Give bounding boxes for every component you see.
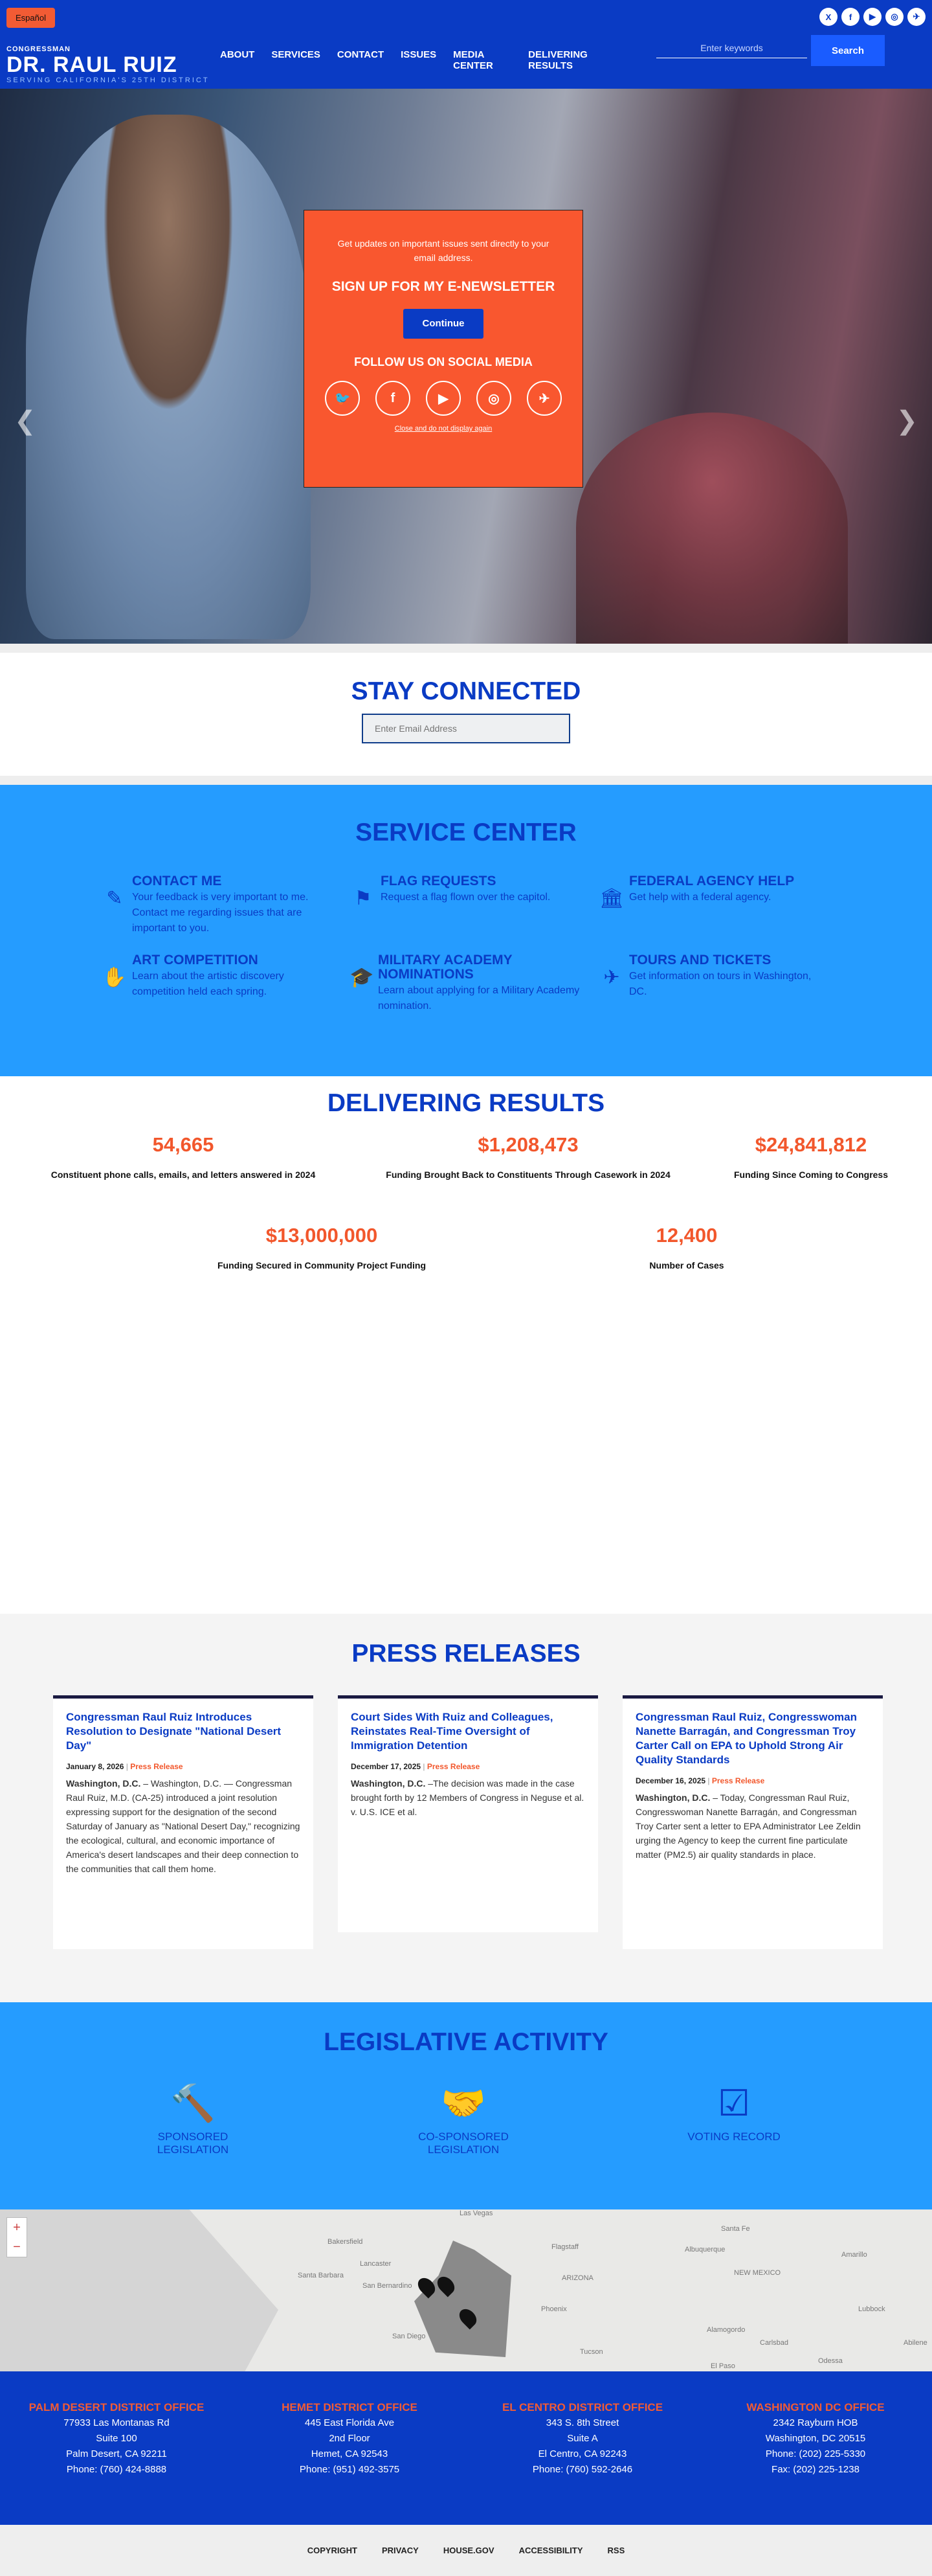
- office-line: Washington, DC 20515: [765, 2433, 866, 2444]
- legis-item-label: CO-SPONSORED LEGISLATION: [418, 2130, 509, 2156]
- press-card-meta: December 17, 2025 | Press Release: [351, 1762, 480, 1771]
- twitter-icon[interactable]: 🐦: [325, 381, 360, 416]
- legis-item-label: VOTING RECORD: [687, 2130, 781, 2143]
- nav-issues[interactable]: ISSUES: [401, 49, 437, 60]
- press-card-lead: Washington, D.C.: [66, 1778, 141, 1789]
- logo-line3: SERVING CALIFORNIA'S 25TH DISTRICT: [6, 76, 210, 84]
- service-item-desc: Learn about the artistic discovery competition held each spring.: [132, 971, 284, 997]
- search-button[interactable]: Search: [811, 35, 885, 66]
- office-line: Suite 100: [96, 2433, 137, 2444]
- logo-line1: CONGRESSMAN: [6, 45, 71, 53]
- stay-title: STAY CONNECTED: [351, 677, 581, 705]
- service-item-tours[interactable]: [594, 953, 843, 1014]
- press-card-type[interactable]: Press Release: [130, 1762, 183, 1771]
- stat-label: Number of Cases: [649, 1260, 724, 1271]
- results-row: [0, 1224, 932, 1315]
- popup-heading: SIGN UP FOR MY E-NEWSLETTER: [331, 279, 555, 294]
- office-line: El Centro, CA 92243: [538, 2448, 627, 2459]
- map-label: Flagstaff: [551, 2243, 579, 2251]
- footer-link-copyright[interactable]: COPYRIGHT: [307, 2546, 357, 2555]
- map-label: Alamogordo: [707, 2326, 746, 2334]
- service-item-desc: Request a flag flown over the capitol.: [381, 892, 551, 903]
- office-line: Phone: (760) 592-2646: [532, 2464, 633, 2475]
- office-palm-desert: [0, 2400, 233, 2525]
- site-header: [0, 0, 932, 89]
- pencil-icon: ✎: [106, 888, 123, 909]
- map-label: Phoenix: [541, 2305, 567, 2313]
- checkbox-icon: ☑: [717, 2083, 751, 2123]
- stat-value: $1,208,473: [478, 1133, 579, 1156]
- map-label: San Bernardino: [362, 2282, 412, 2290]
- logo-line2: DR. RAUL RUIZ: [6, 52, 177, 77]
- hero-slider: [0, 89, 932, 644]
- slider-prev-icon[interactable]: ❮: [14, 407, 36, 435]
- section-divider: [0, 644, 932, 653]
- map-label: Las Vegas: [460, 2209, 493, 2217]
- press-card-type[interactable]: Press Release: [711, 1776, 765, 1785]
- map-label: San Diego: [392, 2333, 426, 2340]
- service-item-title: ART COMPETITION: [132, 953, 258, 967]
- office-line: Fax: (202) 225-1238: [771, 2464, 860, 2475]
- slider-next-icon[interactable]: ❯: [896, 407, 918, 435]
- press-card-title[interactable]: Congressman Raul Ruiz Introduces Resolution to Designate "National Desert Day": [66, 1711, 282, 1752]
- service-item-title: TOURS AND TICKETS: [629, 953, 771, 967]
- newsletter-popup: [304, 210, 582, 487]
- map-label: El Paso: [711, 2362, 735, 2370]
- press-card-lead: Washington, D.C.: [351, 1778, 426, 1789]
- stat-value: 12,400: [656, 1224, 718, 1247]
- map-label: ARIZONA: [562, 2274, 594, 2282]
- popup-close-link[interactable]: Close and do not display again: [394, 425, 493, 433]
- site-logo[interactable]: [6, 45, 210, 84]
- office-line: Phone: (202) 225-5330: [765, 2448, 866, 2459]
- press-card-date: December 16, 2025: [636, 1776, 706, 1785]
- facebook-icon[interactable]: f: [375, 381, 410, 416]
- sponsored-legislation-link[interactable]: [137, 2076, 249, 2156]
- social-links: [819, 8, 926, 26]
- office-line: 77933 Las Montanas Rd: [63, 2417, 170, 2428]
- handshake-icon: 🤝: [441, 2083, 486, 2123]
- service-item-agency[interactable]: [594, 874, 843, 936]
- youtube-icon[interactable]: ▶: [426, 381, 461, 416]
- office-line: 2342 Rayburn HOB: [773, 2417, 858, 2428]
- stat-label: Funding Brought Back to Constituents Through Casework in 2024: [386, 1169, 671, 1180]
- stat-value: $24,841,812: [755, 1133, 867, 1156]
- zoom-in-button[interactable]: +: [13, 2220, 21, 2235]
- district-map[interactable]: [0, 2209, 932, 2371]
- press-card: [338, 1695, 598, 1932]
- legis-items: [137, 2076, 790, 2156]
- map-label: Tucson: [580, 2348, 603, 2356]
- hand-icon: ✋: [102, 967, 127, 988]
- footer-link-privacy[interactable]: PRIVACY: [382, 2546, 419, 2555]
- nav-services[interactable]: SERVICES: [271, 49, 320, 60]
- zoom-out-button[interactable]: −: [13, 2240, 21, 2254]
- flag-icon: ⚑: [354, 888, 372, 909]
- instagram-icon[interactable]: ◎: [885, 8, 904, 26]
- district-boundary: [414, 2241, 511, 2357]
- nav-contact[interactable]: CONTACT: [337, 49, 384, 60]
- stat-label: Funding Secured in Community Project Funding: [217, 1260, 426, 1271]
- press-card-text: – Washington, D.C. — Congressman Raul Ruiz, M.D. (CA-25) introduced a joint resolution expressing support for the designation of the second Saturday of January as "National Desert Day," recognizing the ecological, cultural, and economic importance of America's desert landscapes and their deep connection to the communities that call them home.: [66, 1778, 300, 1874]
- nav-delivering-results[interactable]: DELIVERING RESULTS: [528, 49, 588, 71]
- press-card-body: [351, 1776, 585, 1819]
- map-label: Abilene: [904, 2339, 927, 2347]
- press-card-lead: Washington, D.C.: [636, 1792, 711, 1803]
- press-card-body: [66, 1776, 300, 1876]
- office-line: 445 East Florida Ave: [304, 2417, 395, 2428]
- service-item-desc: Your feedback is very important to me. Contact me regarding issues that are important to you.: [132, 892, 309, 934]
- voting-record-link[interactable]: [678, 2076, 790, 2156]
- office-washington-dc: [699, 2400, 932, 2525]
- service-center: [0, 785, 932, 1076]
- service-item-military[interactable]: [346, 953, 594, 1014]
- service-item-title: CONTACT ME: [132, 874, 222, 888]
- office-line: 343 S. 8th Street: [546, 2417, 619, 2428]
- facebook-icon[interactable]: f: [841, 8, 860, 26]
- instagram-icon[interactable]: ◎: [476, 381, 511, 416]
- section-divider: [0, 776, 932, 785]
- cosponsored-legislation-link[interactable]: [408, 2076, 519, 2156]
- press-card-meta: January 8, 2026 | Press Release: [66, 1762, 183, 1771]
- office-line: Suite A: [567, 2433, 598, 2444]
- results-row: [0, 1133, 932, 1224]
- youtube-icon[interactable]: ▶: [863, 8, 882, 26]
- press-card-text: – Today, Congressman Raul Ruiz, Congresswoman Nanette Barragán, and Congressman Troy Carter sent a letter to EPA Administrator Lee Zeldin urging the Agency to keep the current fine particulate matter (PM2.5) air quality standards in place.: [636, 1792, 861, 1860]
- continue-button[interactable]: Continue: [403, 309, 483, 339]
- map-label: Carlsbad: [760, 2339, 789, 2347]
- legis-title: LEGISLATIVE ACTIVITY: [324, 2028, 608, 2056]
- press-title: PRESS RELEASES: [351, 1640, 581, 1667]
- stat-value: $13,000,000: [265, 1224, 378, 1247]
- map-label: Lubbock: [858, 2305, 885, 2313]
- service-item-contact[interactable]: [97, 874, 346, 936]
- hero-image-patient: [576, 412, 848, 644]
- press-cards: [53, 1695, 932, 1949]
- office-title: EL CENTRO DISTRICT OFFICE: [502, 2401, 663, 2413]
- press-card: [623, 1695, 883, 1949]
- map-label: Amarillo: [841, 2251, 867, 2259]
- office-el-centro: [466, 2400, 699, 2525]
- nav-about[interactable]: ABOUT: [220, 49, 255, 60]
- graduation-cap-icon: 🎓: [350, 967, 374, 988]
- footer-link-house-gov[interactable]: HOUSE.GOV: [443, 2546, 494, 2555]
- press-card-type[interactable]: Press Release: [427, 1762, 480, 1771]
- office-hemet: [233, 2400, 466, 2525]
- map-label: NEW MEXICO: [734, 2269, 781, 2277]
- stat-label: Constituent phone calls, emails, and letters answered in 2024: [50, 1169, 316, 1180]
- office-line: Hemet, CA 92543: [311, 2448, 388, 2459]
- press-card-meta: December 16, 2025 | Press Release: [636, 1776, 765, 1785]
- footer-links: [0, 2525, 932, 2576]
- footer-link-accessibility[interactable]: ACCESSIBILITY: [518, 2546, 583, 2555]
- map-label: Albuquerque: [685, 2246, 726, 2254]
- office-line: Phone: (951) 492-3575: [299, 2464, 400, 2475]
- map-label: Santa Fe: [721, 2225, 750, 2233]
- office-title: WASHINGTON DC OFFICE: [746, 2401, 885, 2413]
- office-line: 2nd Floor: [329, 2433, 370, 2444]
- press-card-text: –The decision was made in the case brought forth by 12 Members of Congress in Neguse et al. v. U.S. ICE et al.: [351, 1778, 584, 1817]
- map-land: [0, 2209, 278, 2371]
- search-input[interactable]: [656, 38, 807, 58]
- office-line: Palm Desert, CA 92211: [66, 2448, 167, 2459]
- main-nav: [220, 49, 616, 71]
- press-card-title[interactable]: Congressman Raul Ruiz, Congresswoman Nanette Barragán, and Congressman Troy Carter Call on EPA to Uphold Strong Air Quality Standards: [636, 1711, 857, 1766]
- service-item-desc: Learn about applying for a Military Academy nomination.: [377, 985, 580, 1011]
- service-grid: [97, 874, 932, 1014]
- map-label: Odessa: [818, 2357, 843, 2365]
- map-label: Santa Barbara: [298, 2272, 344, 2279]
- office-title: HEMET DISTRICT OFFICE: [282, 2401, 417, 2413]
- espanol-button[interactable]: Español: [6, 8, 55, 28]
- footer-link-rss[interactable]: RSS: [607, 2546, 625, 2555]
- service-item-title: FEDERAL AGENCY HELP: [629, 874, 795, 888]
- service-item-flag[interactable]: [346, 874, 594, 936]
- popup-follow-heading: FOLLOW US ON SOCIAL MEDIA: [354, 356, 533, 368]
- press-card-date: December 17, 2025: [351, 1762, 421, 1771]
- legis-item-label: SPONSORED LEGISLATION: [157, 2130, 229, 2156]
- map-label: Lancaster: [360, 2260, 392, 2268]
- results-title: DELIVERING RESULTS: [327, 1089, 605, 1117]
- map-zoom-control: [6, 2217, 27, 2257]
- bluesky-icon[interactable]: ✈: [907, 8, 926, 26]
- gavel-icon: 🔨: [170, 2083, 216, 2123]
- email-field[interactable]: [362, 714, 570, 743]
- stat-value: 54,665: [152, 1133, 214, 1156]
- popup-social-icons: [304, 381, 582, 416]
- building-icon: 🏛: [599, 888, 625, 909]
- service-item-desc: Get information on tours in Washington, DC.: [629, 971, 812, 997]
- nav-media-center[interactable]: MEDIA CENTER: [453, 49, 493, 71]
- x-icon[interactable]: X: [819, 8, 838, 26]
- press-card-date: January 8, 2026: [66, 1762, 124, 1771]
- service-item-art[interactable]: [97, 953, 346, 1014]
- press-card-title[interactable]: Court Sides With Ruiz and Colleagues, Reinstates Real-Time Oversight of Immigration Detention: [351, 1711, 553, 1752]
- service-item-desc: Get help with a federal agency.: [629, 892, 771, 903]
- stat-label: Funding Since Coming to Congress: [734, 1169, 888, 1180]
- office-title: PALM DESERT DISTRICT OFFICE: [28, 2401, 205, 2413]
- popup-text: Get updates on important issues sent directly to your email address.: [337, 238, 549, 263]
- footer-offices: [0, 2371, 932, 2525]
- legislative-activity: [0, 2002, 932, 2209]
- map-label: Bakersfield: [327, 2238, 363, 2246]
- bluesky-icon[interactable]: ✈: [527, 381, 562, 416]
- service-item-title: FLAG REQUESTS: [381, 874, 496, 888]
- press-card: [53, 1695, 313, 1949]
- service-title: SERVICE CENTER: [355, 819, 577, 846]
- service-item-title: MILITARY ACADEMY NOMINATIONS: [377, 953, 513, 982]
- office-line: Phone: (760) 424-8888: [66, 2464, 167, 2475]
- press-card-body: [636, 1791, 870, 1862]
- plane-icon: ✈: [603, 967, 620, 988]
- delivering-results: [0, 1076, 932, 1614]
- hero-image-doctor: [26, 115, 311, 639]
- press-releases: [0, 1614, 932, 2002]
- stay-connected: [0, 653, 932, 776]
